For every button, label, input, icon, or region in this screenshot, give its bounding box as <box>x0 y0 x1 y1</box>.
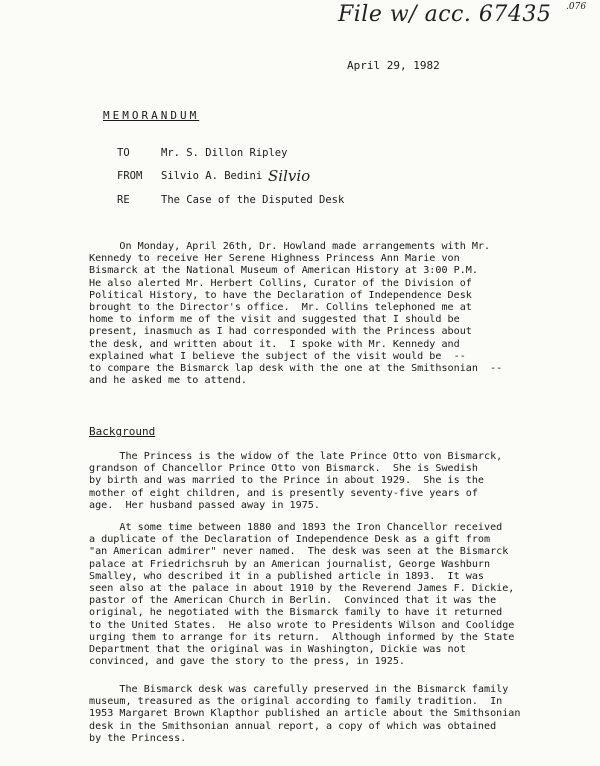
paragraph-line: seen also at the palace in about 1910 by the Reverend James F. Dickie, <box>89 583 515 595</box>
paragraph-history <box>89 522 559 668</box>
paragraph-line: The Bismarck desk was carefully preserved in the Bismarck family <box>89 684 509 695</box>
handwritten-signature: Silvio <box>268 167 311 185</box>
paragraph-line: brought to the Director's office. Mr. Collins telephoned me at <box>89 302 472 314</box>
paragraph-line: convinced, and gave the story to the press, in 1925. <box>89 656 406 668</box>
paragraph-line: museum, treasured as the original according to family tradition. In <box>89 696 503 708</box>
re-label: RE <box>117 194 130 206</box>
paragraph-line: The Princess is the widow of the late Prince Otto von Bismarck, <box>89 451 503 462</box>
paragraph-line: pastor of the American Church in Berlin. Convinced that it was the <box>89 595 497 607</box>
paragraph-line: palace at Friedrichsruh by an American journalist, George Washburn <box>89 558 491 570</box>
paragraph-line: Political History, to have the Declaration of Independence Desk <box>89 289 472 301</box>
handwritten-file-note: File w/ acc. 67435 <box>338 2 552 27</box>
paragraph-princess <box>89 451 559 512</box>
paragraph-line: urging them to arrange for its return. Although informed by the State <box>89 631 515 643</box>
paragraph-line: Kennedy to receive Her Serene Highness Princess Ann Marie von <box>89 253 460 265</box>
paragraph-line: original, he negotiated with the Bismarck family to have it returned <box>89 607 503 619</box>
paragraph-line: home to inform me of the visit and suggested that I should be <box>89 314 460 326</box>
memo-title: MEMORANDUM <box>103 109 200 122</box>
paragraph-line: Smalley, who described it in a published article in 1893. It was <box>89 570 485 582</box>
paragraph-line: Bismarck at the National Museum of American History at 3:00 P.M. <box>89 265 478 277</box>
paragraph-line: On Monday, April 26th, Dr. Howland made arrangements with Mr. <box>89 241 491 252</box>
paragraph-line: age. Her husband passed away in 1975. <box>89 499 320 511</box>
paragraph-line: present, inasmuch as I had corresponded with the Princess about <box>89 326 472 338</box>
paragraph-line: by birth and was married to the Prince in about 1929. She is the <box>89 475 485 487</box>
paragraph-line: to the United States. He also wrote to Presidents Wilson and Coolidge <box>89 619 515 631</box>
from-label: FROM <box>117 170 143 182</box>
paragraph-line: the desk, and written about it. I spoke with Mr. Kennedy and <box>89 338 460 350</box>
from-value: Silvio A. Bedini <box>161 170 263 182</box>
paragraph-line: He also alerted Mr. Herbert Collins, Curator of the Division of <box>89 277 472 289</box>
paragraph-line: At some time between 1880 and 1893 the Iron Chancellor received <box>89 522 503 533</box>
paragraph-line: to compare the Bismarck lap desk with the one at the Smithsonian -- <box>89 363 503 375</box>
paragraph-line: a duplicate of the Declaration of Independence Desk as a gift from <box>89 534 491 546</box>
paragraph-line: "an American admirer" never named. The desk was seen at the Bismarck <box>89 546 509 558</box>
paragraph-line: mother of eight children, and is presently seventy-five years of <box>89 487 478 499</box>
paragraph-line: Department that the original was in Washington, Dickie was not <box>89 644 466 656</box>
to-label: TO <box>117 147 130 159</box>
paragraph-line: explained what I believe the subject of the visit would be -- <box>89 350 466 362</box>
paragraph-line: by the Princess. <box>89 732 187 744</box>
paragraph-line: 1953 Margaret Brown Klapthor published an article about the Smithsonian <box>89 708 521 720</box>
paragraph-line: and he asked me to attend. <box>89 375 248 387</box>
to-value: Mr. S. Dillon Ripley <box>161 147 288 159</box>
paragraph-visit <box>89 241 559 387</box>
re-value: The Case of the Disputed Desk <box>161 194 345 206</box>
section-heading-background: Background <box>89 425 156 438</box>
paragraph-line: grandson of Chancellor Prince Otto von Bismarck. She is Swedish <box>89 463 478 475</box>
memo-date: April 29, 1982 <box>347 59 440 72</box>
handwritten-file-number: .076 <box>566 2 587 12</box>
paragraph-line: desk in the Smithsonian annual report, a copy of which was obtained <box>89 720 497 732</box>
paragraph-museum <box>89 684 559 745</box>
